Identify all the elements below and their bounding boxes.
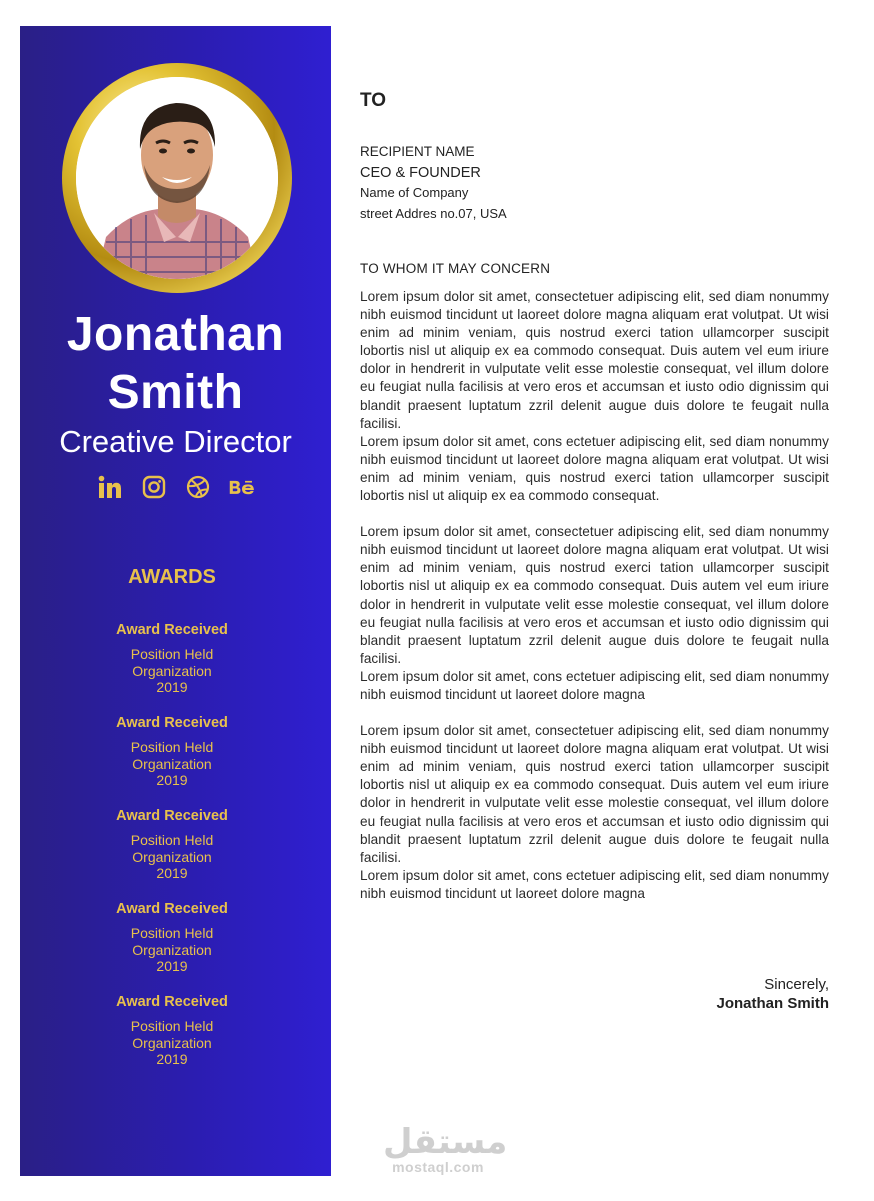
social-links — [20, 474, 331, 500]
award-item — [20, 713, 324, 806]
award-year: 2019 — [156, 679, 188, 695]
award-year: 2019 — [156, 772, 188, 788]
award-organization: Organization — [132, 755, 212, 772]
paragraph: Lorem ipsum dolor sit amet, consectetuer adipiscing elit, sed diam nonummy nibh euismod tincidunt ut laoreet dolore magna aliquam erat volutpat. Ut wisi enim ad minim veniam, quis nostrud exerci tation ullamcorper suscipit lobortis nisl ut aliquip ex ea commodo consequat. Duis autem vel eum iriure dolor in hendrerit in vulputate velit esse molestie consequat, vel illum dolore eu feugiat nulla facilisis at vero eros et accumsan et iusto odio dignissim qui blandit praesent luptatum zzril delenit augue duis dolore te feugait nulla facilisi. — [360, 524, 829, 666]
award-title: Award Received — [116, 994, 228, 1010]
profile-photo — [76, 77, 278, 279]
candidate-name — [20, 306, 331, 422]
award-position: Position Held — [130, 739, 214, 755]
salutation: TO WHOM IT MAY CONCERN — [360, 261, 551, 276]
paragraph: Lorem ipsum dolor sit amet, cons ectetuer adipiscing elit, sed diam nonummy nibh euismod tincidunt ut laoreet dolore magna — [360, 867, 829, 901]
last-name: Smith — [107, 366, 244, 419]
award-organization: Organization — [132, 941, 212, 958]
closing: Sincerely, — [764, 976, 829, 993]
letter-paragraphs — [360, 288, 829, 903]
recipient-address: street Addres no.07, USA — [360, 205, 507, 221]
dribbble-icon[interactable] — [185, 474, 211, 500]
sidebar — [20, 26, 331, 1176]
recipient-name: RECIPIENT NAME — [360, 144, 475, 159]
award-title: Award Received — [116, 622, 228, 638]
instagram-icon[interactable] — [141, 474, 167, 500]
award-position: Position Held — [130, 925, 214, 941]
recipient-company: Name of Company — [360, 185, 469, 200]
award-item — [20, 899, 324, 992]
job-title: Creative Director — [59, 424, 292, 459]
recipient-block — [360, 142, 507, 224]
award-position: Position Held — [130, 646, 214, 662]
awards-heading: AWARDS — [128, 566, 216, 588]
award-year: 2019 — [156, 1051, 188, 1067]
paragraph: Lorem ipsum dolor sit amet, cons ectetuer adipiscing elit, sed diam nonummy nibh euismod tincidunt ut laoreet dolore magna — [360, 668, 829, 702]
first-name: Jonathan — [66, 308, 285, 361]
award-title: Award Received — [116, 808, 228, 824]
paragraph: Lorem ipsum dolor sit amet, consectetuer adipiscing elit, sed diam nonummy nibh euismod tincidunt ut laoreet dolore magna aliquam erat volutpat. Ut wisi enim ad minim veniam, quis nostrud exerci tation ullamcorper suscipit lobortis nisl ut aliquip ex ea commodo consequat. Duis autem vel eum iriure dolor in hendrerit in vulputate velit esse molestie consequat, vel illum dolore eu feugiat nulla facilisis at vero eros et accumsan et iusto odio dignissim qui blandit praesent luptatum zzril delenit augue duis dolore te feugait nulla facilisi. — [360, 723, 829, 865]
watermark-arabic: مستقل — [383, 1122, 508, 1162]
award-year: 2019 — [156, 865, 188, 881]
person-portrait-icon — [76, 77, 278, 279]
award-item — [20, 620, 324, 713]
signature-name: Jonathan Smith — [716, 995, 829, 1012]
paragraph: Lorem ipsum dolor sit amet, consectetuer adipiscing elit, sed diam nonummy nibh euismod tincidunt ut laoreet dolore magna aliquam erat volutpat. Ut wisi enim ad minim veniam, quis nostrud exerci tation ullamcorper suscipit lobortis nisl ut aliquip ex ea commodo consequat. Duis autem vel eum iriure dolor in hendrerit in vulputate velit esse molestie consequat, vel illum dolore eu feugiat nulla facilisis at vero eros et accumsan et iusto odio dignissim qui blandit praesent luptatum zzril delenit augue duis dolore te feugait nulla facilisi. — [360, 289, 829, 431]
award-position: Position Held — [130, 1018, 214, 1034]
award-title: Award Received — [116, 901, 228, 917]
award-item — [20, 806, 324, 899]
award-organization: Organization — [132, 1034, 212, 1051]
linkedin-icon[interactable] — [97, 474, 123, 500]
award-organization: Organization — [132, 662, 212, 679]
paragraph: Lorem ipsum dolor sit amet, cons ectetuer adipiscing elit, sed diam nonummy nibh euismod tincidunt ut laoreet dolore magna aliquam erat volutpat. Ut wisi enim ad minim veniam, quis nostrud exerci tation ullamcorper suscipit lobortis nisl ut aliquip ex ea commodo consequat. — [360, 433, 829, 504]
award-item — [20, 992, 324, 1085]
signature-block — [716, 975, 829, 1013]
profile-photo-frame — [62, 63, 292, 293]
award-position: Position Held — [130, 832, 214, 848]
recipient-title: CEO & FOUNDER — [360, 164, 481, 181]
behance-icon[interactable] — [229, 474, 255, 500]
awards-list — [20, 620, 324, 1085]
award-year: 2019 — [156, 958, 188, 974]
to-label: TO — [360, 90, 387, 111]
award-title: Award Received — [116, 715, 228, 731]
watermark-latin: mostaql.com — [392, 1159, 484, 1175]
award-organization: Organization — [132, 848, 212, 865]
watermark-logo — [383, 1122, 508, 1175]
